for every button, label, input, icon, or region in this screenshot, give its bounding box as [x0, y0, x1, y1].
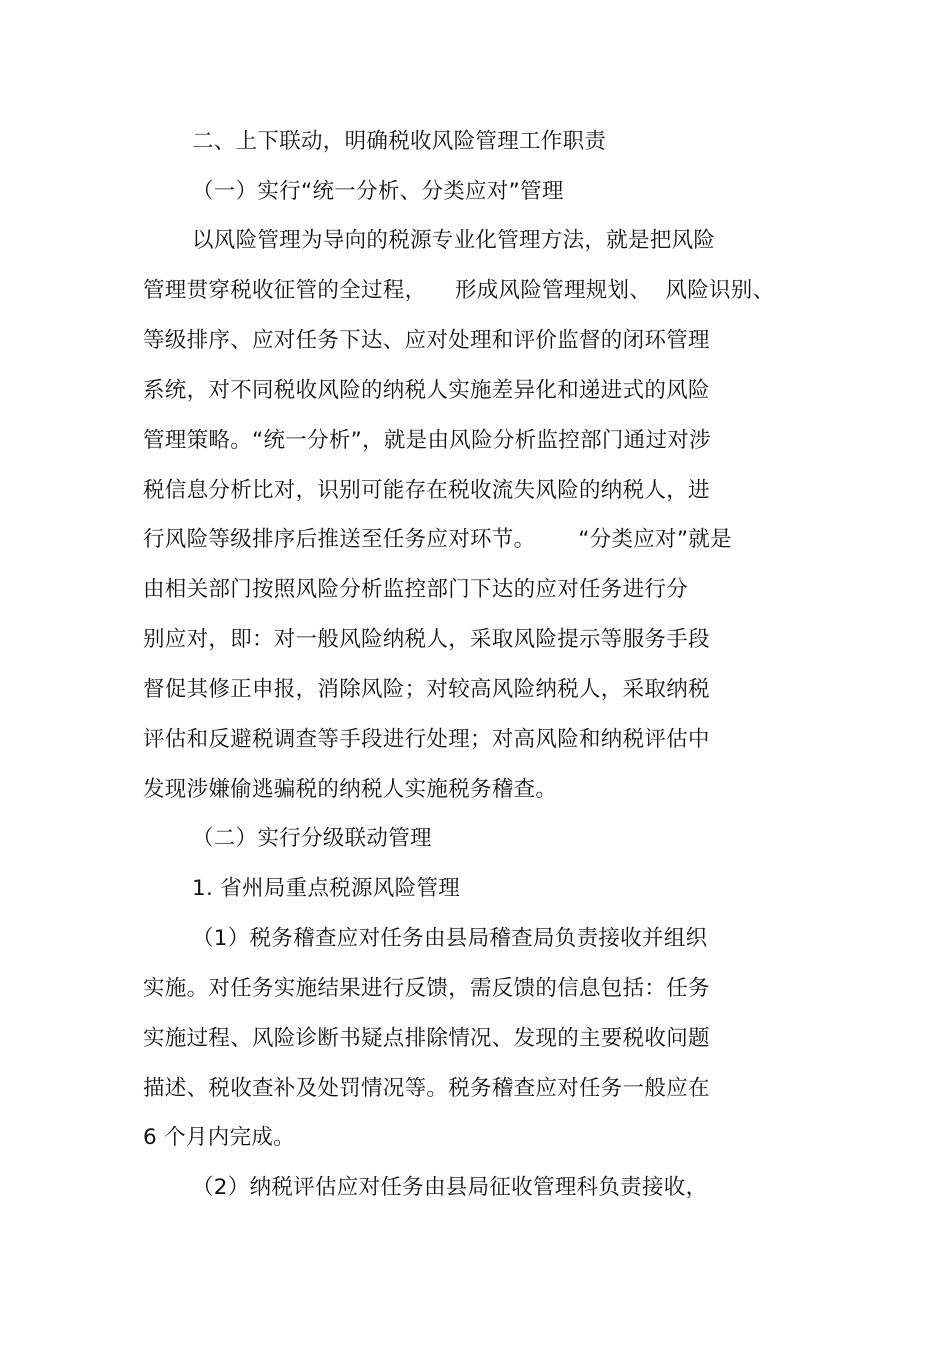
paragraph-line: 管理策略。“统一分析”，就是由风险分析监控部门通过对涉: [143, 428, 711, 453]
paragraph-line: 6 个月内完成。: [143, 1125, 295, 1150]
paragraph-line: 评估和反避税调查等手段进行处理；对高风险和纳税评估中: [143, 727, 710, 752]
paragraph-line: 督促其修正申报，消除风险；对较高风险纳税人，采取纳税: [143, 677, 710, 702]
paragraph-line: 系统，对不同税收风险的纳税人实施差异化和递进式的风险: [143, 378, 710, 403]
paragraph-line: 描述、税收查补及处罚情况等。税务稽查应对任务一般应在: [143, 1076, 710, 1101]
paragraph-line: 实施过程、风险诊断书疑点排除情况、发现的主要税收问题: [143, 1026, 710, 1051]
paragraph-line: （2）纳税评估应对任务由县局征收管理科负责接收，: [192, 1175, 708, 1200]
paragraph-line: 以风险管理为导向的税源专业化管理方法，就是把风险: [192, 228, 716, 253]
paragraph-line: 由相关部门按照风险分析监控部门下达的应对任务进行分: [143, 577, 689, 602]
paragraph-line: 等级排序、应对任务下达、应对处理和评价监督的闭环管理: [143, 328, 710, 353]
subsection-heading: （二）实行分级联动管理: [192, 826, 432, 851]
section-heading: 二、上下联动，明确税收风险管理工作职责: [192, 129, 607, 154]
paragraph-line: 实施。对任务实施结果进行反馈，需反馈的信息包括：任务: [143, 976, 710, 1001]
paragraph-line: 税信息分析比对，识别可能存在税收流失风险的纳税人，进: [143, 478, 710, 503]
item-heading: 1. 省州局重点税源风险管理: [192, 876, 461, 901]
paragraph-line: 行风险等级排序后推送至任务应对环节。 “分类应对”就是: [143, 527, 732, 552]
subsection-heading: （一）实行“统一分析、分类应对”管理: [192, 179, 564, 204]
paragraph-line: 发现涉嫌偷逃骗税的纳税人实施税务稽查。: [143, 777, 558, 802]
paragraph-line: （1）税务稽查应对任务由县局稽查局负责接收并组织: [192, 926, 708, 951]
paragraph-line: 管理贯穿税收征管的全过程， 形成风险管理规划、 风险识别、: [143, 278, 775, 303]
paragraph-line: 别应对，即：对一般风险纳税人，采取风险提示等服务手段: [143, 627, 710, 652]
